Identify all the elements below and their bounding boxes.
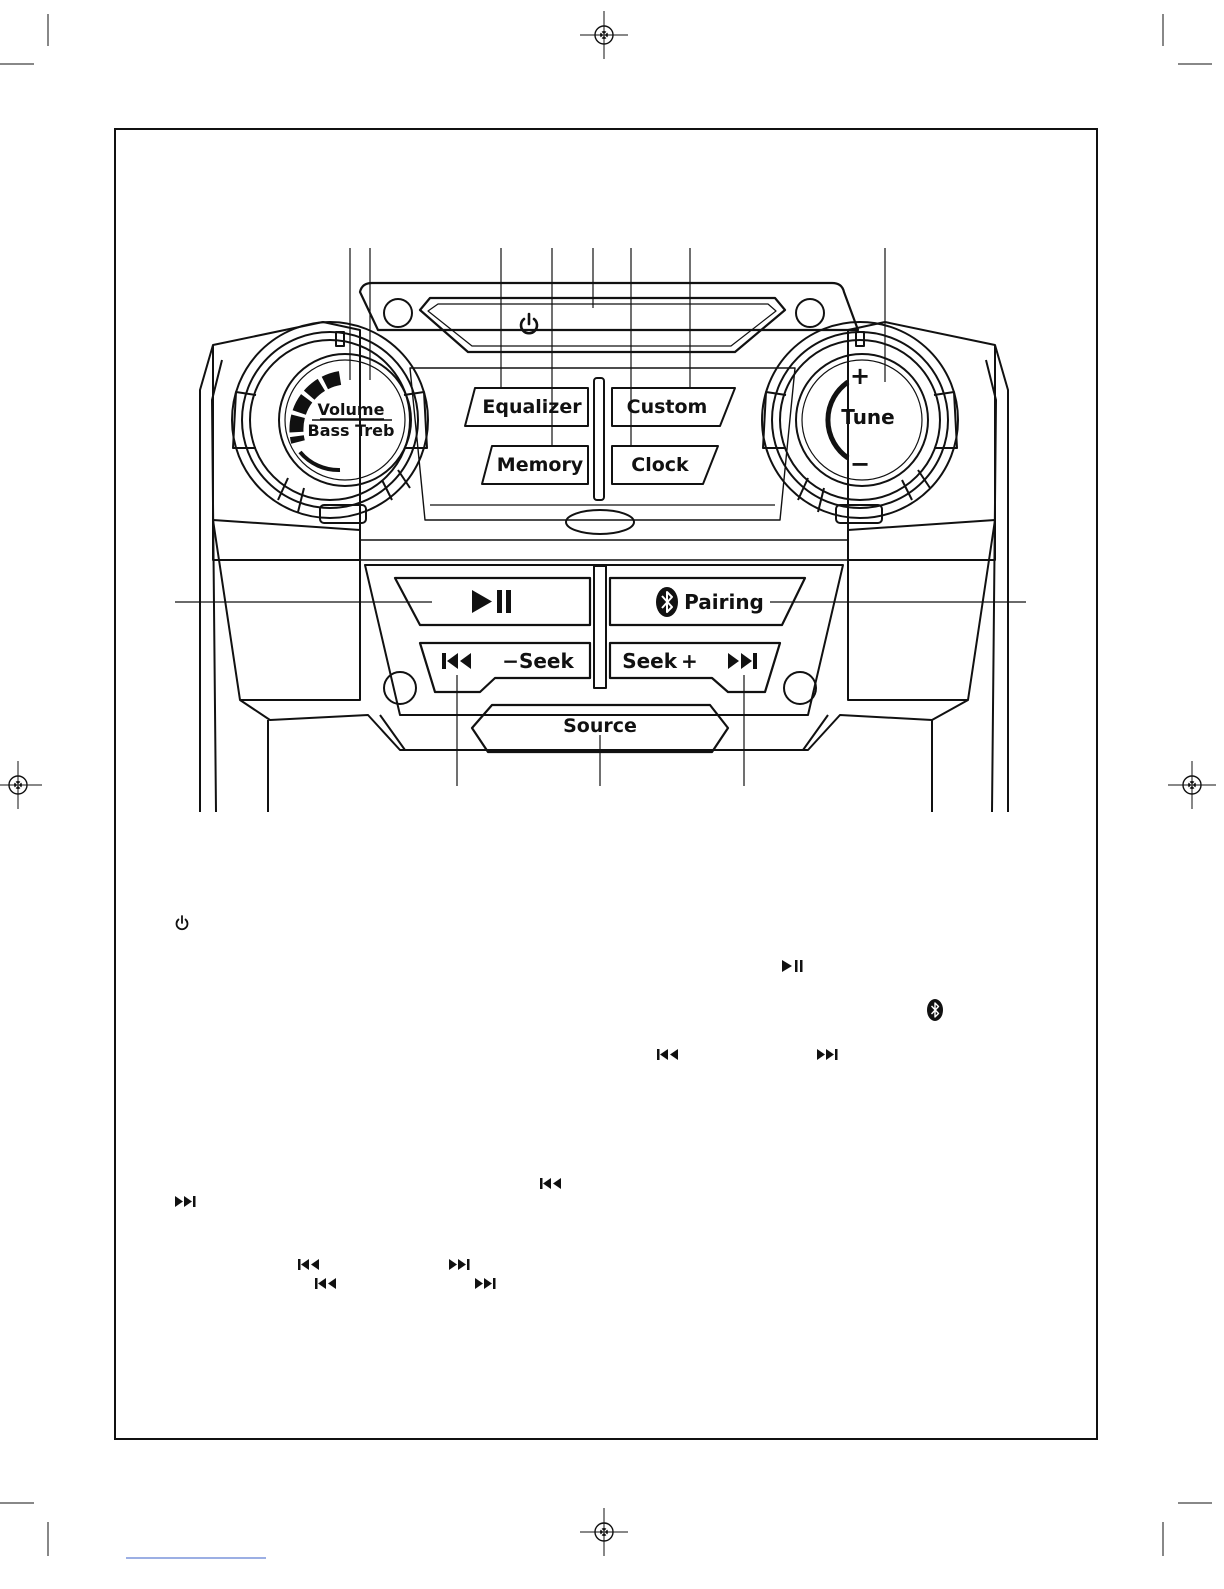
bluetooth-icon[interactable] <box>656 587 678 617</box>
memory-button[interactable]: Memory <box>496 454 584 476</box>
text-next-icon-4 <box>475 1278 496 1289</box>
seek-minus-button[interactable]: −Seek <box>502 649 574 673</box>
registration-mark-left <box>0 761 42 809</box>
seek-plus-button[interactable]: Seek + <box>622 649 698 673</box>
tune-minus-label: − <box>849 450 871 478</box>
pairing-button[interactable]: Pairing <box>684 590 764 614</box>
page-frame <box>115 129 1097 1439</box>
bass-treble-label: Bass Treb <box>307 421 395 440</box>
play-pause-icon[interactable] <box>472 590 511 613</box>
text-previous-icon-4 <box>315 1278 336 1289</box>
tune-plus-label: + <box>849 362 871 390</box>
tune-label: Tune <box>841 405 895 429</box>
crop-marks <box>0 14 1212 1556</box>
registration-mark-right <box>1168 761 1216 809</box>
custom-button[interactable]: Custom <box>626 396 708 418</box>
source-button[interactable]: Source <box>563 715 637 737</box>
clock-button[interactable]: Clock <box>631 454 689 476</box>
registration-mark-bottom <box>580 1508 628 1556</box>
text-next-icon-3 <box>449 1259 470 1270</box>
next-track-icon[interactable] <box>728 653 757 669</box>
registration-mark-top <box>580 11 628 59</box>
text-previous-icon-1 <box>657 1049 678 1060</box>
text-power-icon <box>177 916 188 929</box>
text-play-pause-icon <box>782 960 803 972</box>
equalizer-button[interactable]: Equalizer <box>482 396 582 418</box>
volume-label: Volume <box>317 400 385 419</box>
text-bluetooth-icon <box>927 999 943 1021</box>
previous-track-icon[interactable] <box>442 653 471 669</box>
text-previous-icon-2 <box>540 1178 561 1189</box>
text-next-icon-2 <box>175 1196 196 1207</box>
text-previous-icon-3 <box>298 1259 319 1270</box>
text-next-icon-1 <box>817 1049 838 1060</box>
